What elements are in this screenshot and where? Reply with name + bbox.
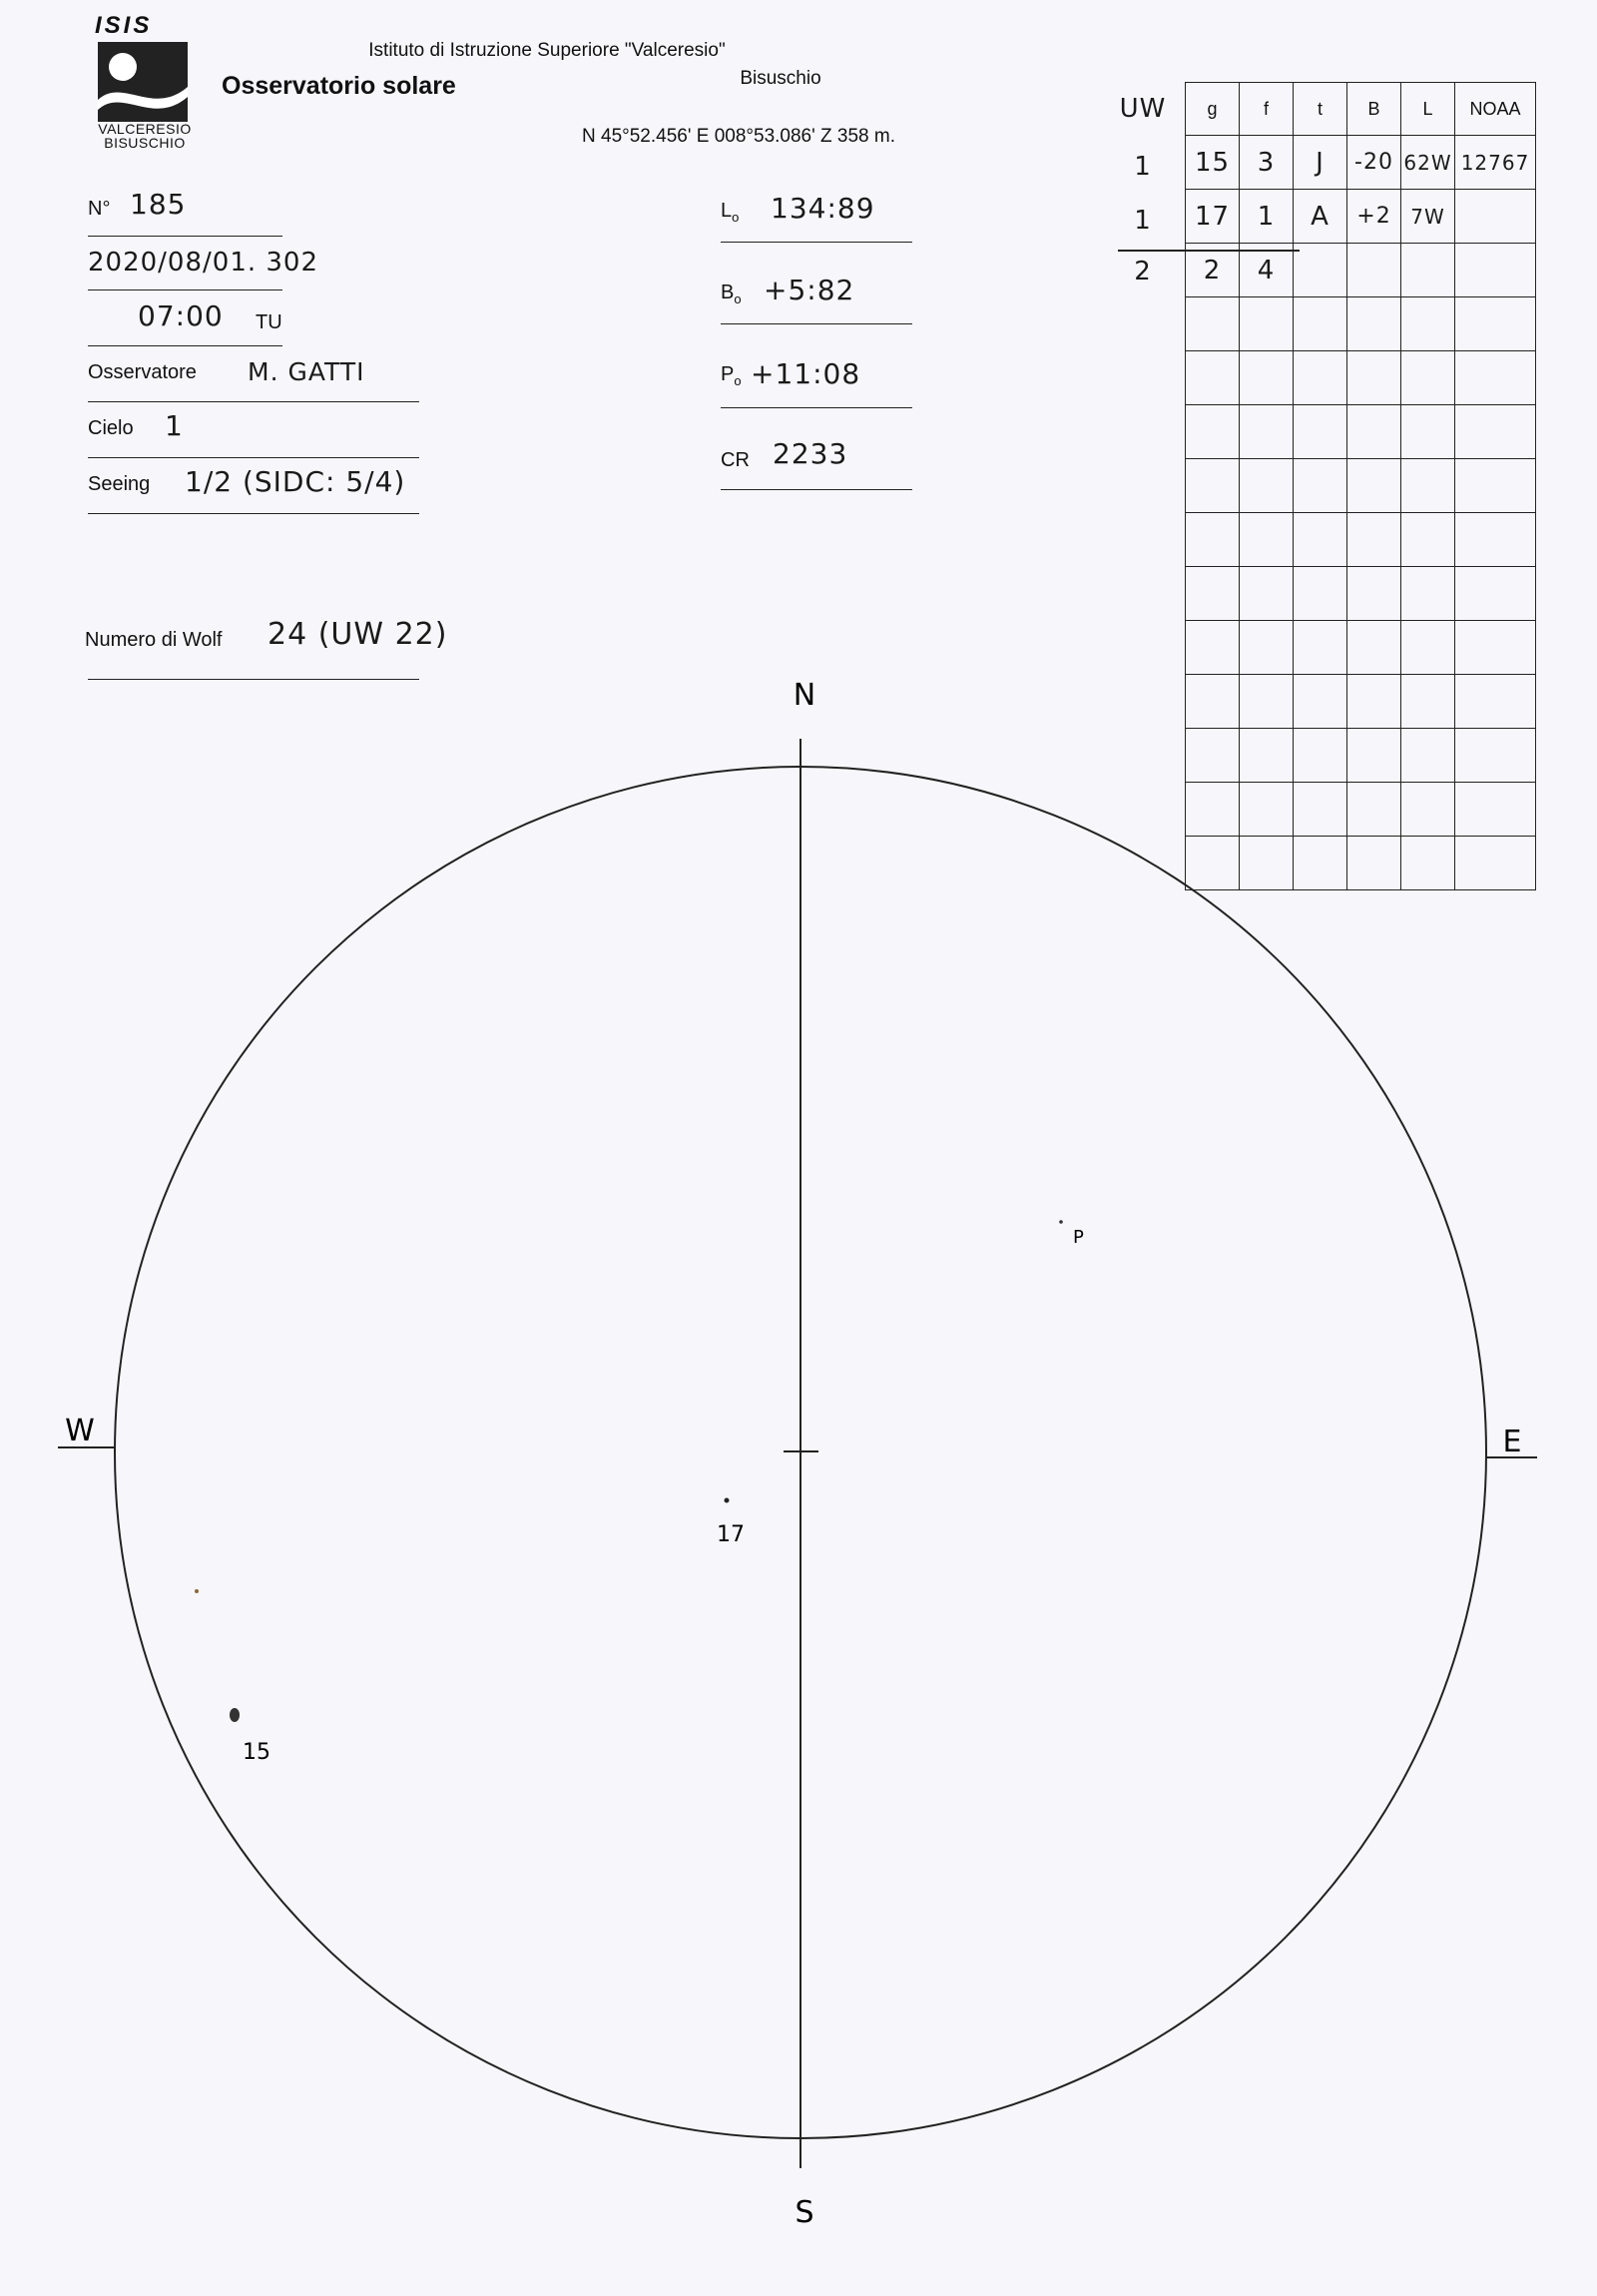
- date-value: 2020/08/01. 302: [88, 248, 319, 278]
- smudge-mark: [195, 1589, 199, 1593]
- logo-caption-line2: BISUSCHIO: [104, 135, 186, 151]
- institute-name: Istituto di Istruzione Superiore "Valceresio": [368, 40, 726, 61]
- cell-f: 1: [1240, 190, 1294, 244]
- cell-f: 4: [1240, 244, 1294, 297]
- institute-town: Bisuschio: [740, 68, 821, 89]
- sunspot-p: [1059, 1220, 1063, 1224]
- number-value: 185: [130, 188, 187, 221]
- l0-value: 134:89: [771, 192, 875, 225]
- observatory-title: Osservatorio solare: [222, 72, 456, 100]
- cell-f: 3: [1240, 136, 1294, 190]
- col-header-f: f: [1240, 83, 1294, 136]
- seeing-value: 1/2 (SIDC: 5/4): [185, 465, 406, 498]
- cell-g: 17: [1186, 190, 1240, 244]
- logo-top-text: ISIS: [95, 12, 153, 39]
- sunspot-17: [725, 1498, 730, 1503]
- cell-l: 7W: [1401, 190, 1455, 244]
- wolf-value: 24 (UW 22): [267, 617, 448, 652]
- east-label: E: [1502, 1425, 1522, 1459]
- south-label: S: [795, 2195, 814, 2230]
- cr-value: 2233: [773, 437, 848, 470]
- b0-label: $B_o$: [721, 282, 742, 306]
- observer-value: M. GATTI: [248, 357, 365, 386]
- sunspot-label-p: P: [1073, 1227, 1084, 1248]
- cell-b: -20: [1347, 136, 1401, 190]
- cell-g: 15: [1186, 136, 1240, 190]
- uw-header: UW: [1119, 94, 1167, 124]
- sunspot-15: [230, 1708, 240, 1722]
- l0-label: $L_o$: [721, 200, 740, 225]
- sky-label: Cielo: [88, 417, 134, 439]
- observer-label: Osservatore: [88, 361, 197, 383]
- seeing-label: Seeing: [88, 473, 151, 495]
- cell-t: A: [1294, 190, 1347, 244]
- col-header-t: t: [1294, 83, 1347, 136]
- time-unit: TU: [256, 311, 282, 333]
- north-label: N: [793, 678, 816, 713]
- cr-label: CR: [721, 449, 750, 471]
- p0-label: $P_o$: [721, 363, 742, 388]
- uw-value: 1: [1134, 152, 1152, 182]
- cell-noaa: 12767: [1455, 136, 1536, 190]
- col-header-l: L: [1401, 83, 1455, 136]
- west-label: W: [65, 1414, 95, 1448]
- col-header-noaa: NOAA: [1455, 83, 1536, 136]
- cell-t: J: [1294, 136, 1347, 190]
- cell-b: +2: [1347, 190, 1401, 244]
- cell-g: 2: [1186, 244, 1240, 297]
- cell-l: 62W: [1401, 136, 1455, 190]
- wolf-label: Numero di Wolf: [85, 629, 223, 651]
- site-coordinates: N 45°52.456' E 008°53.086' Z 358 m.: [582, 126, 895, 147]
- sunspot-label-17: 17: [717, 1522, 745, 1547]
- uw-value: 2: [1134, 257, 1152, 287]
- col-header-g: g: [1186, 83, 1240, 136]
- p0-value: +11:08: [751, 357, 861, 390]
- b0-value: +5:82: [764, 274, 855, 306]
- uw-value: 1: [1134, 206, 1152, 236]
- logo-caption-line1: VALCERESIO: [98, 121, 192, 137]
- time-value: 07:00: [138, 299, 224, 332]
- col-header-b: B: [1347, 83, 1401, 136]
- number-label: N°: [88, 198, 111, 220]
- sunspot-label-15: 15: [243, 1740, 270, 1765]
- sky-value: 1: [165, 409, 184, 442]
